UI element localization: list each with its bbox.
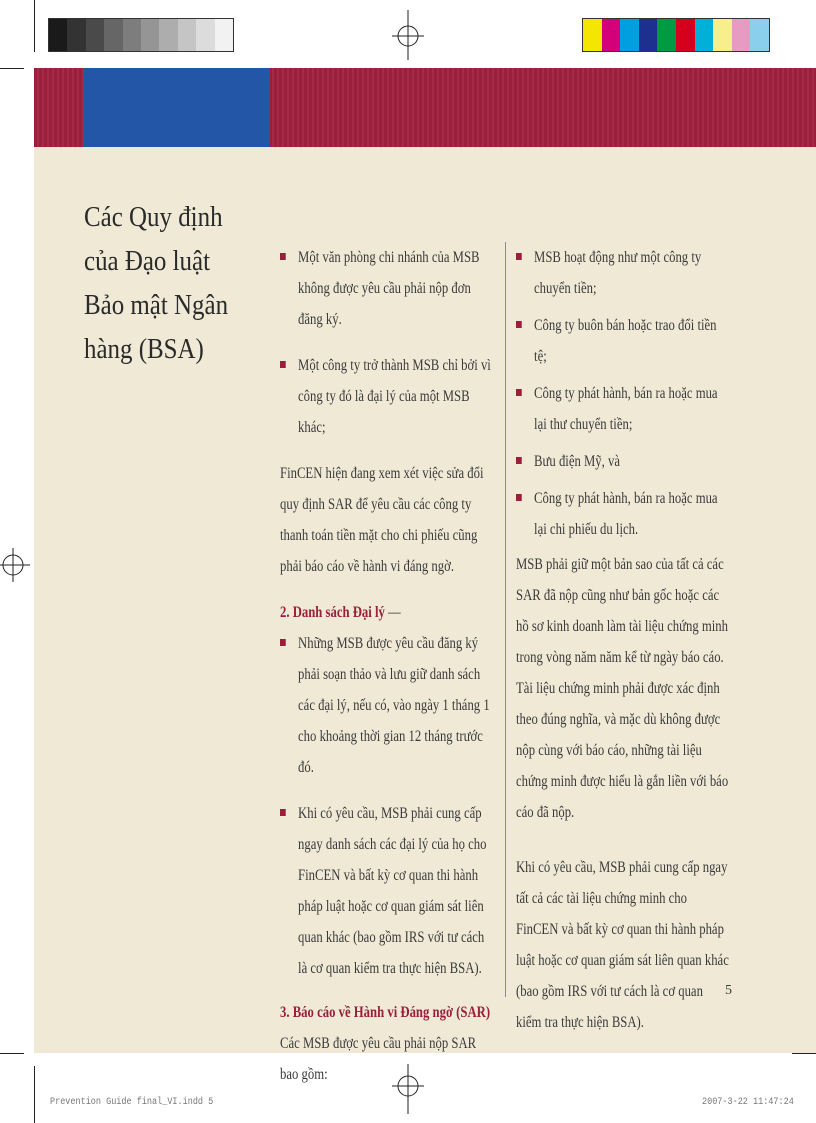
color-swatch bbox=[676, 19, 695, 51]
color-swatch bbox=[620, 19, 639, 51]
process-color-bar bbox=[582, 18, 770, 52]
crop-mark-bl-h bbox=[0, 1053, 24, 1054]
color-swatch bbox=[602, 19, 621, 51]
header-blue-block bbox=[84, 68, 270, 147]
page-number: 5 bbox=[725, 983, 732, 998]
column-right bbox=[516, 242, 778, 1038]
bullet-square-icon bbox=[280, 253, 286, 260]
column-divider bbox=[505, 242, 506, 997]
bullet-square-icon bbox=[516, 321, 522, 328]
bullet-square-icon bbox=[516, 457, 522, 464]
grayscale-color-bar bbox=[48, 18, 234, 52]
column-middle bbox=[280, 242, 540, 1090]
registration-mark-top bbox=[388, 10, 428, 60]
bullet-square-icon bbox=[280, 809, 286, 816]
crop-mark-tl-h bbox=[0, 68, 24, 69]
paragraph: FinCEN hiện đang xem xét việc sửa đổi quy định SAR để yêu cầu các công ty thanh toán tiền mặt cho chi phiếu cũng phải báo cáo về hành vi đáng ngờ. bbox=[280, 465, 484, 575]
color-swatch bbox=[583, 19, 602, 51]
crop-mark-tl-v bbox=[34, 0, 35, 52]
gray-swatch bbox=[196, 19, 214, 51]
bullet-square-icon bbox=[280, 639, 286, 646]
color-swatch bbox=[657, 19, 676, 51]
bullet-square-icon bbox=[280, 361, 286, 368]
crop-mark-bl-v bbox=[34, 1066, 35, 1123]
list-item: Công ty phát hành, bán ra hoặc mua lại chi phiếu du lịch. bbox=[516, 483, 731, 545]
gray-swatch bbox=[49, 19, 67, 51]
gray-swatch bbox=[67, 19, 85, 51]
bullet-square-icon bbox=[516, 494, 522, 501]
list-item: Một công ty trở thành MSB chỉ bởi vì công ty đó là đại lý của một MSB khác; bbox=[280, 350, 493, 443]
color-swatch bbox=[750, 19, 769, 51]
gray-swatch bbox=[141, 19, 159, 51]
color-swatch bbox=[639, 19, 658, 51]
registration-mark-left bbox=[0, 540, 30, 590]
slug-file-name: Prevention Guide final_VI.indd 5 bbox=[50, 1097, 214, 1108]
list-item: Khi có yêu cầu, MSB phải cung cấp ngay danh sách các đại lý của họ cho FinCEN và bất kỳ cơ quan thi hành pháp luật hoặc cơ quan giám sát liên quan khác (bao gồm IRS với tư cách là cơ quan kiểm tra thực hiện BSA). bbox=[280, 798, 493, 984]
list-item: MSB hoạt động như một công ty chuyển tiền; bbox=[516, 242, 731, 304]
list-item: Công ty buôn bán hoặc trao đổi tiền tệ; bbox=[516, 310, 731, 372]
paragraph: Khi có yêu cầu, MSB phải cung cấp ngay tất cả các tài liệu chứng minh cho FinCEN và bất kỳ cơ quan thi hành pháp luật hoặc cơ quan giám sát liên quan khác (bao gồm IRS với tư cách là cơ quan kiểm tra thực hiện BSA). bbox=[516, 859, 729, 1031]
page-title: Các Quy định của Đạo luật Bảo mật Ngân hàng (BSA) bbox=[84, 201, 229, 365]
list-item: Bưu điện Mỹ, và bbox=[516, 446, 731, 477]
section-heading: 2. Danh sách Đại lý — bbox=[280, 604, 401, 621]
gray-swatch bbox=[215, 19, 233, 51]
gray-swatch bbox=[178, 19, 196, 51]
gray-swatch bbox=[159, 19, 177, 51]
bullet-square-icon bbox=[516, 389, 522, 396]
section-heading: 3. Báo cáo về Hành vi Đáng ngờ (SAR) Các MSB được yêu cầu phải nộp SAR bao gồm: bbox=[280, 1004, 491, 1083]
gray-swatch bbox=[86, 19, 104, 51]
list-item: Những MSB được yêu cầu đăng ký phải soạn thảo và lưu giữ danh sách các đại lý, nếu có, vào ngày 1 tháng 1 cho khoảng thời gian 12 tháng trước đó. bbox=[280, 628, 493, 783]
gray-swatch bbox=[104, 19, 122, 51]
slug-timestamp: 2007-3-22 11:47:24 bbox=[702, 1097, 794, 1108]
color-swatch bbox=[695, 19, 714, 51]
gray-swatch bbox=[123, 19, 141, 51]
crop-mark-br-h bbox=[792, 1053, 816, 1054]
color-swatch bbox=[713, 19, 732, 51]
paragraph: MSB phải giữ một bản sao của tất cả các SAR đã nộp cũng như bản gốc hoặc các hồ sơ kinh doanh làm tài liệu chứng minh trong vòng năm năm kể từ ngày báo cáo. Tài liệu chứng minh phải được xác định theo đúng nghĩa, và mặc dù không được nộp cùng với báo cáo, những tài liệu chứng minh được hiểu là gắn liền với báo cáo đã nộp. bbox=[516, 556, 729, 821]
list-item: Công ty phát hành, bán ra hoặc mua lại thư chuyển tiền; bbox=[516, 378, 731, 440]
bullet-square-icon bbox=[516, 253, 522, 260]
list-item: Một văn phòng chi nhánh của MSB không được yêu cầu phải nộp đơn đăng ký. bbox=[280, 242, 493, 335]
color-swatch bbox=[732, 19, 751, 51]
